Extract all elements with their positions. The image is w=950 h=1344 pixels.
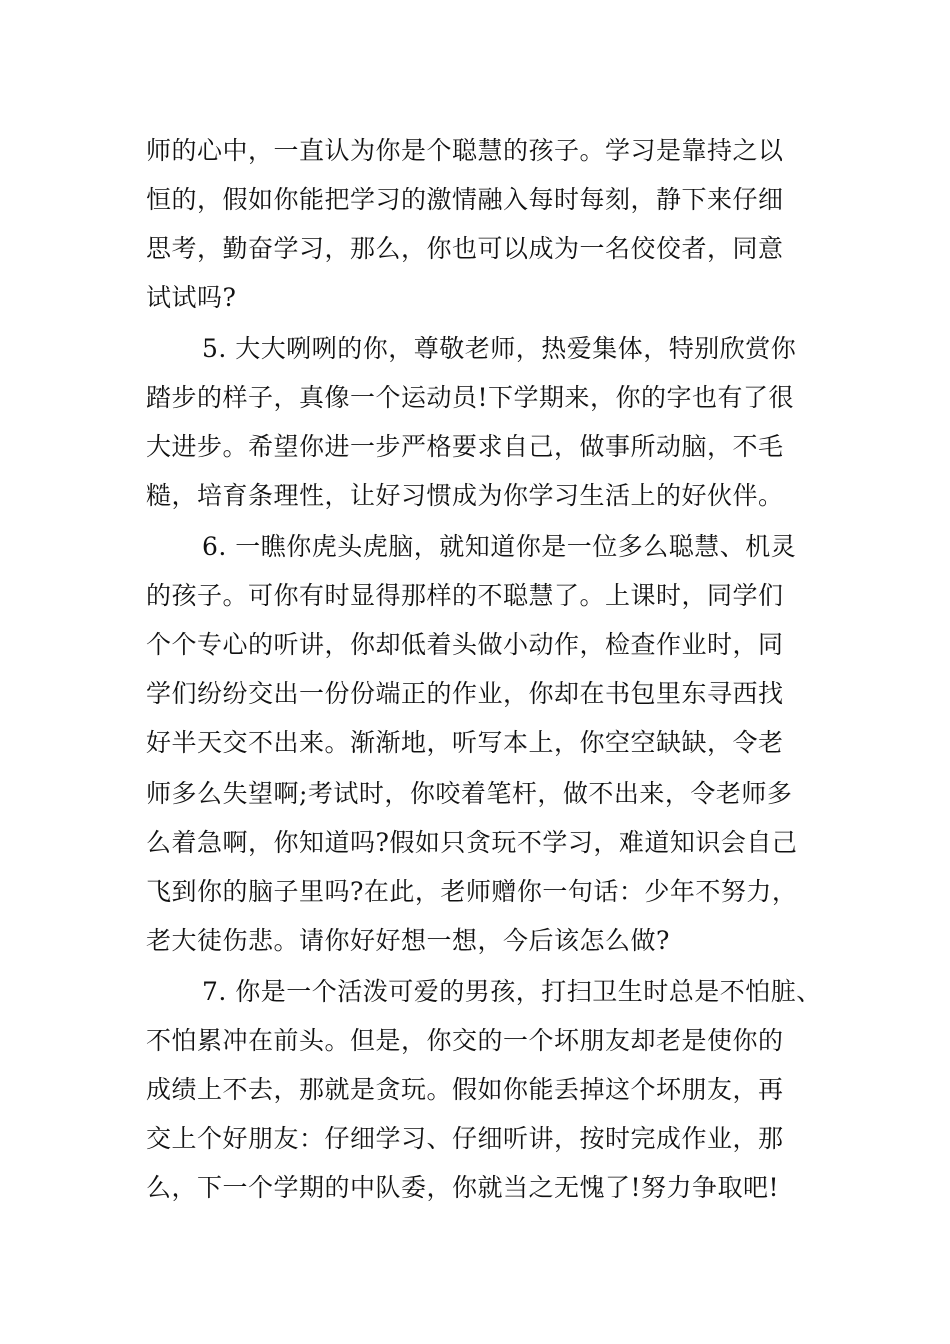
text-line: 成绩上不去，那就是贪玩。假如你能丢掉这个坏朋友，再: [146, 1075, 784, 1104]
text-line: 的孩子。可你有时显得那样的不聪慧了。上课时，同学们: [146, 581, 784, 610]
text-line: 糙，培育条理性，让好习惯成为你学习生活上的好伙伴。: [146, 481, 784, 510]
text-line: 么着急啊，你知道吗?假如只贪玩不学习，难道知识会自己: [146, 828, 798, 857]
paragraph-5-first-line: 5. 大大咧咧的你，尊敬老师，热爱集体，特别欣赏你: [202, 334, 797, 363]
text-line: 不怕累冲在前头。但是，你交的一个坏朋友却老是使你的: [146, 1026, 784, 1055]
text-line: 飞到你的脑子里吗?在此，老师赠你一句话：少年不努力，: [146, 877, 798, 906]
paragraph-7-first-line: 7. 你是一个活泼可爱的男孩，打扫卫生时总是不怕脏、: [202, 977, 822, 1006]
text-line: 好半天交不出来。渐渐地，听写本上，你空空缺缺，令老: [146, 728, 784, 757]
text-line: 恒的，假如你能把学习的激情融入每时每刻，静下来仔细: [146, 185, 784, 214]
paragraph-6-first-line: 6. 一瞧你虎头虎脑，就知道你是一位多么聪慧、机灵: [202, 532, 797, 561]
text-line: 交上个好朋友：仔细学习、仔细听讲，按时完成作业，那: [146, 1124, 784, 1153]
text-line: 么，下一个学期的中队委，你就当之无愧了!努力争取吧!: [146, 1173, 780, 1202]
text-line: 学们纷纷交出一份份端正的作业，你却在书包里东寻西找: [146, 679, 784, 708]
text-line: 个个专心的听讲，你却低着头做小动作，检查作业时，同: [146, 630, 784, 659]
text-line: 师多么失望啊;考试时，你咬着笔杆，做不出来，令老师多: [146, 779, 793, 808]
text-line: 踏步的样子，真像一个运动员!下学期来，你的字也有了很: [146, 383, 795, 412]
text-line: 师的心中，一直认为你是个聪慧的孩子。学习是靠持之以: [146, 136, 784, 165]
text-line: 老大徒伤悲。请你好好想一想，今后该怎么做?: [146, 926, 670, 955]
text-line: 试试吗?: [146, 283, 237, 312]
text-line: 大进步。希望你进一步严格要求自己，做事所动脑，不毛: [146, 432, 784, 461]
text-line: 思考，勤奋学习，那么，你也可以成为一名佼佼者，同意: [146, 234, 784, 263]
